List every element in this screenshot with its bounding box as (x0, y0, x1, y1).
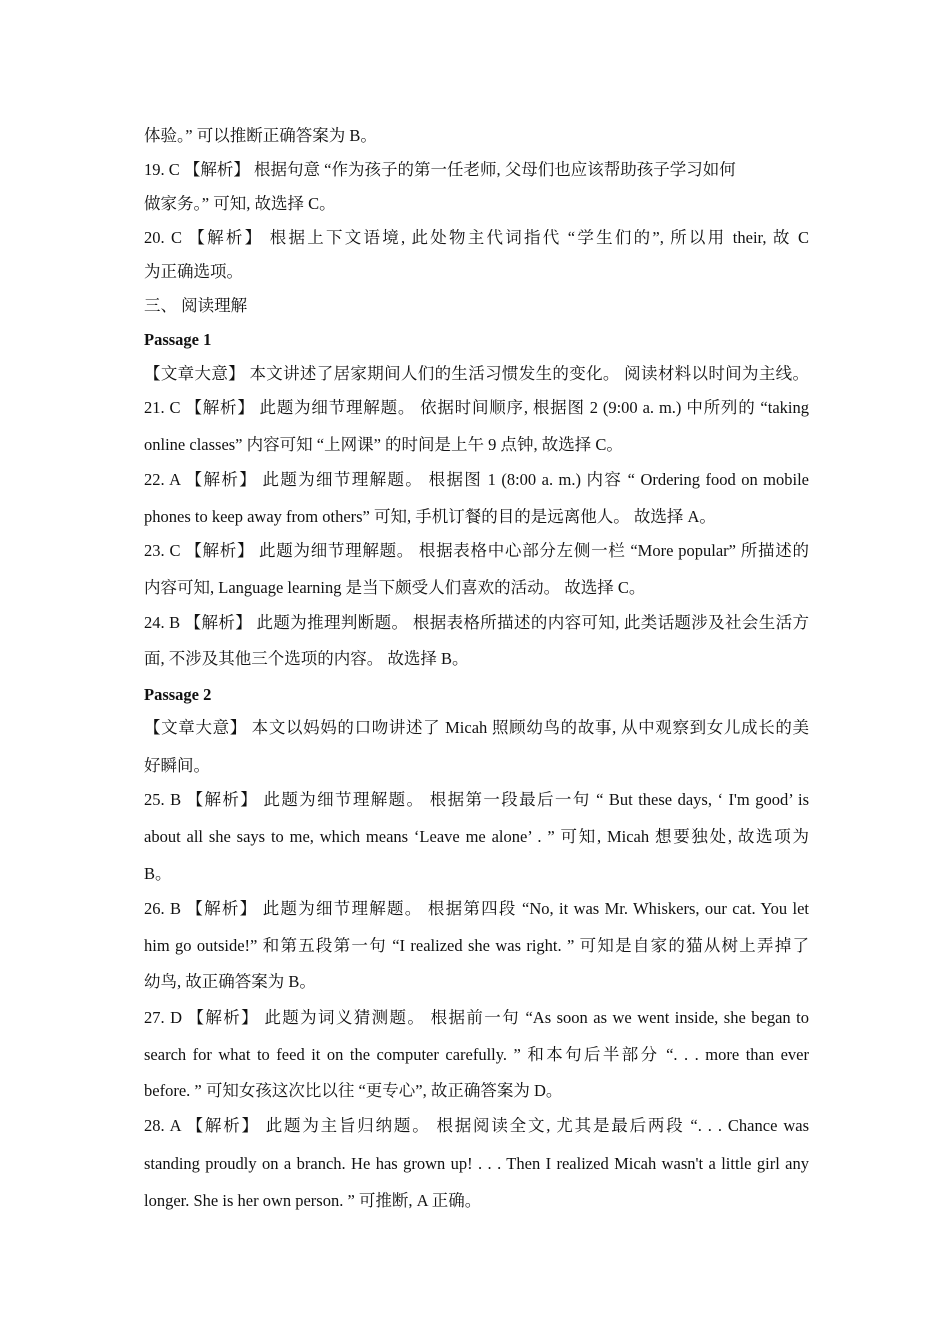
text-line: longer. She is her own person. ” 可推断, A 正确。 (144, 1191, 482, 1210)
text-line: 21. C 【解析】 此题为细节理解题。 依据时间顺序, 根据图 2 (9:00 a. m.) 中所列的 “taking (144, 398, 809, 417)
text-line: about all she says to me, which means ‘Leave me alone’ . ” 可知, Micah 想要独处, 故选项为 (144, 827, 809, 846)
text-line: 做家务。” 可知, 故选择 C。 (144, 194, 336, 213)
passage-heading: Passage 2 (144, 685, 212, 704)
text-line: B。 (144, 864, 172, 883)
text-line: search for what to feed it on the computer carefully. ” 和本句后半部分 “. . . more than ever (144, 1045, 809, 1064)
text-line: 为正确选项。 (144, 262, 243, 281)
text-line: 好瞬间。 (144, 756, 210, 775)
text-line: 【文章大意】 本文以妈妈的口吻讲述了 Micah 照顾幼鸟的故事, 从中观察到女儿成长的美 (144, 718, 809, 737)
passage-heading: Passage 1 (144, 330, 212, 349)
text-line: 面, 不涉及其他三个选项的内容。 故选择 B。 (144, 649, 469, 668)
text-line: 19. C 【解析】 根据句意 “作为孩子的第一任老师, 父母们也应该帮助孩子学习如何 (144, 160, 736, 179)
text-line: phones to keep away from others” 可知, 手机订餐的目的是远离他人。 故选择 A。 (144, 507, 716, 526)
text-line: 28. A 【解析】 此题为主旨归纳题。 根据阅读全文, 尤其是最后两段 “. . . Chance was (144, 1116, 809, 1135)
text-line: 22. A 【解析】 此题为细节理解题。 根据图 1 (8:00 a. m.) 内容 “ Ordering food on mobile (144, 470, 809, 489)
text-line: 24. B 【解析】 此题为推理判断题。 根据表格所描述的内容可知, 此类话题涉及社会生活方 (144, 613, 809, 632)
text-line: online classes” 内容可知 “上网课” 的时间是上午 9 点钟, 故选择 C。 (144, 435, 623, 454)
text-line: 26. B 【解析】 此题为细节理解题。 根据第四段 “No, it was Mr. Whiskers, our cat. You let (144, 899, 809, 918)
text-line: 27. D 【解析】 此题为词义猜测题。 根据前一句 “As soon as we went inside, she began to (144, 1008, 809, 1027)
text-line: 【文章大意】 本文讲述了居家期间人们的生活习惯发生的变化。 阅读材料以时间为主线。 (144, 364, 809, 383)
text-line: 内容可知, Language learning 是当下颇受人们喜欢的活动。 故选择 C。 (144, 578, 646, 597)
text-line: before. ” 可知女孩这次比以往 “更专心”, 故正确答案为 D。 (144, 1081, 563, 1100)
text-line: standing proudly on a branch. He has grown up! . . . Then I realized Micah wasn't a little girl any (144, 1154, 809, 1173)
text-line: 幼鸟, 故正确答案为 B。 (144, 972, 316, 991)
text-line: 25. B 【解析】 此题为细节理解题。 根据第一段最后一句 “ But these days, ‘ I'm good’ is (144, 790, 809, 809)
text-line: 体验。” 可以推断正确答案为 B。 (144, 126, 377, 145)
text-line: him go outside!” 和第五段第一句 “I realized she was right. ” 可知是自家的猫从树上弄掉了 (144, 936, 809, 955)
text-line: 23. C 【解析】 此题为细节理解题。 根据表格中心部分左侧一栏 “More popular” 所描述的 (144, 541, 809, 560)
section-heading: 三、 阅读理解 (144, 296, 248, 315)
text-line: 20. C 【解析】 根据上下文语境, 此处物主代词指代 “学生们的”, 所以用 their, 故 C (144, 228, 809, 247)
